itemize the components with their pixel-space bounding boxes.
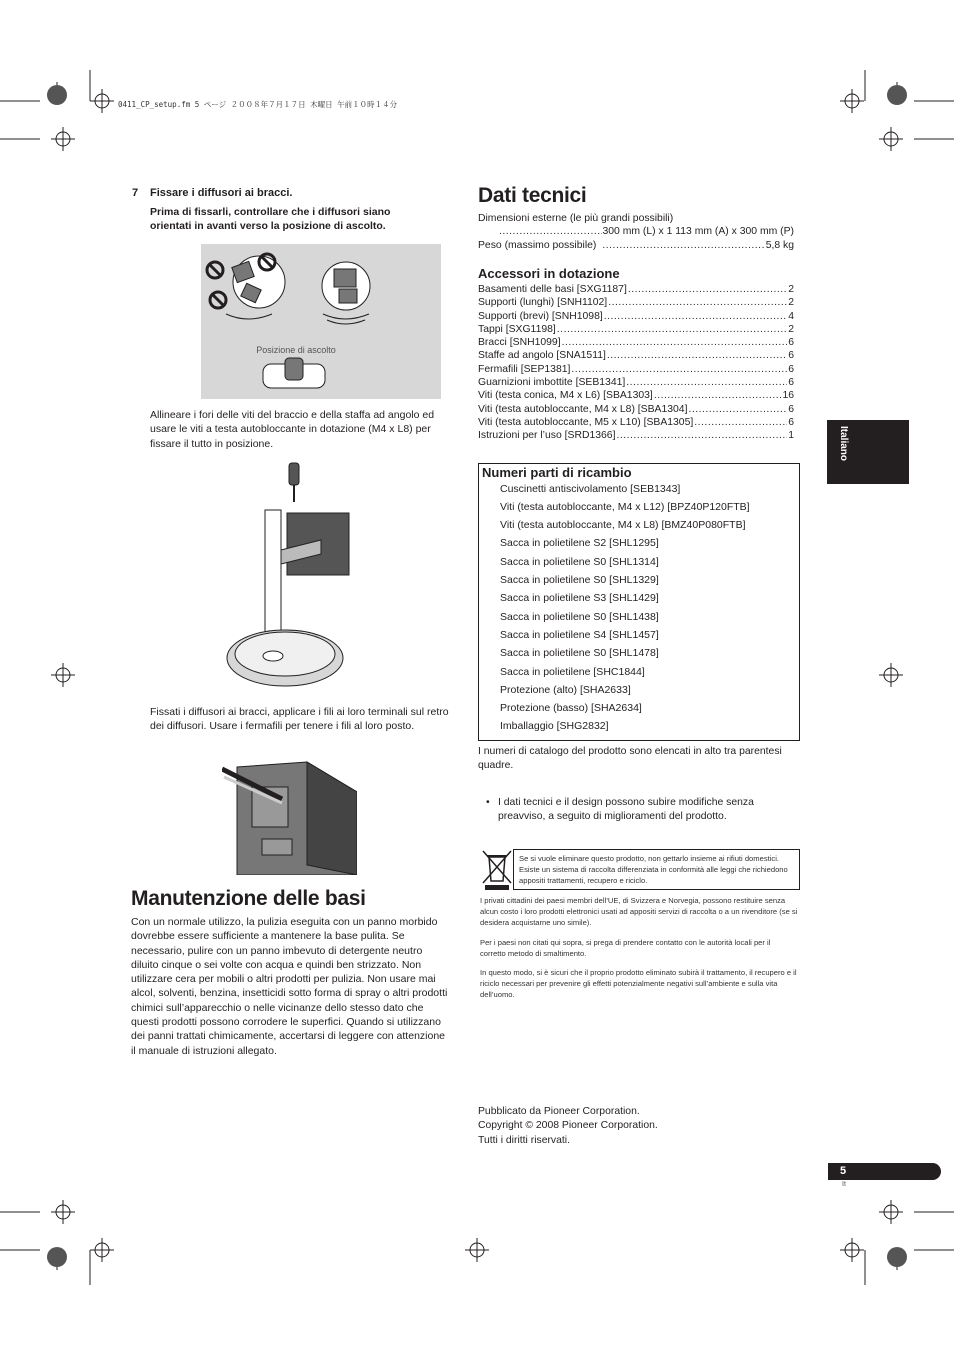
spare-parts-box [478, 463, 800, 741]
spare-part-item: Imballaggio [SHG2832] [500, 720, 609, 732]
spare-part-item: Sacca in polietilene S0 [SHL1314] [500, 556, 659, 568]
accessory-row [478, 416, 794, 429]
accessory-qty: 6 [788, 363, 794, 375]
accessory-label: Fermafili [SEP1381] [478, 363, 571, 375]
spare-part-item: Sacca in polietilene S0 [SHL1438] [500, 611, 659, 623]
accessory-label: Bracci [SNH1099] [478, 337, 561, 349]
speaker-terminal-illustration [222, 757, 357, 875]
page-number-badge [828, 1163, 941, 1180]
accessory-row [478, 429, 794, 442]
accessory-qty: 6 [788, 337, 794, 349]
spare-part-item: Cuscinetti antiscivolamento [SEB1343] [500, 483, 681, 495]
accessory-qty: 4 [788, 310, 794, 322]
spare-part-item: Protezione (basso) [SHA2634] [500, 702, 642, 714]
spare-part-item: Sacca in polietilene S0 [SHL1329] [500, 574, 659, 586]
figure-caption: Posizione di ascolto [256, 345, 336, 355]
weight-row [478, 239, 794, 252]
crossed-bin-icon [481, 847, 513, 891]
accessory-row [478, 310, 794, 323]
accessory-row [478, 363, 794, 376]
specs-heading: Dati tecnici [478, 184, 587, 207]
accessory-label: Guarnizioni imbottite [SEB1341] [478, 377, 626, 389]
dimensions-label: Dimensioni esterne (le più grandi possibili) [478, 213, 674, 224]
weee-paragraph: In questo modo, si è sicuri che il proprio prodotto eliminato subirà il trattamento, il recupero e il riciclo necessari per prevenire gli effetti potenzialmente negativi sull’ambiente e sulla vita dell’uomo. [480, 968, 797, 999]
dimensions-value: 300 mm (L) x 1 113 mm (A) x 300 mm (P) [602, 226, 794, 238]
paragraph-wires: Fissati i diffusori ai bracci, applicare i fili ai loro terminali sul retro dei diffusori. Usare i fermafili per tenere i fili al loro posto. [150, 706, 449, 733]
spare-part-item: Viti (testa autobloccante, M4 x L8) [BMZ40P080FTB] [500, 519, 746, 531]
weee-paragraph: Per i paesi non citati qui sopra, si prega di prendere contatto con le autorità locali per il corretto metodo di smaltimento. [480, 938, 771, 958]
publisher-block [478, 1105, 778, 1148]
accessory-label: Staffe ad angolo [SNA1511] [478, 350, 606, 362]
accessory-qty: 6 [788, 350, 794, 362]
listening-position-figure [201, 244, 441, 399]
spare-part-item: Sacca in polietilene [SHC1844] [500, 666, 645, 678]
accessory-label: Viti (testa autobloccante, M4 x L8) [SBA1304] [478, 403, 688, 415]
spare-part-item: Sacca in polietilene S2 [SHL1295] [500, 537, 659, 549]
spare-part-item: Sacca in polietilene S0 [SHL1478] [500, 647, 659, 659]
catalog-note: I numeri di catalogo del prodotto sono elencati in alto tra parentesi quadre. [478, 746, 782, 772]
accessory-label: Supporti (brevi) [SNH1098] [478, 310, 603, 322]
rights-line: Tutti i diritti riservati. [478, 1134, 570, 1146]
speaker-orientation-illustration [201, 244, 441, 399]
accessory-qty: 6 [788, 403, 794, 415]
step-heading [132, 187, 292, 199]
accessory-label: Viti (testa conica, M4 x L6) [SBA1303] [478, 390, 653, 402]
language-tab [827, 420, 909, 484]
publisher-line: Pubblicato da Pioneer Corporation. [478, 1106, 640, 1117]
step-title: Fissare i diffusori ai bracci. [150, 187, 293, 199]
paragraph-align-holes: Allineare i fori delle viti del braccio e della staffa ad angolo ed usare le viti a testa autobloccante in dotazione (M4 x L8) per fissare il tutto in posizione. [150, 409, 435, 450]
stand-assembly-illustration [225, 458, 355, 696]
accessory-qty: 2 [788, 284, 794, 295]
accessory-label: Basamenti delle basi [SXG1187] [478, 284, 627, 295]
accessory-row [478, 403, 794, 416]
accessory-qty: 6 [788, 416, 794, 428]
weee-notice [478, 846, 798, 888]
weight-label: Peso (massimo possibile) [478, 239, 597, 251]
file-header: 0411_CP_setup.fm 5 ページ ２００８年７月１７日 木曜日 午前１０時１４分 [118, 100, 398, 109]
accessory-row [478, 349, 794, 362]
accessory-qty: 2 [788, 323, 794, 335]
bullet-text: I dati tecnici e il design possono subire modifiche senza preavviso, a seguito di miglioramenti del prodotto. [498, 797, 754, 823]
bullet-dot: • [486, 797, 490, 808]
spec-bullet [486, 796, 786, 825]
accessory-row [478, 376, 794, 389]
accessory-qty: 6 [788, 377, 794, 389]
step-subtitle: Prima di fissarli, controllare che i diffusori siano orientati in avanti verso la posizione di ascolto. [150, 206, 391, 232]
accessory-row [478, 336, 794, 349]
page-language-code: It [842, 1181, 846, 1188]
weight-value: 5,8 kg [765, 239, 794, 251]
accessory-row [478, 389, 794, 402]
accessory-label: Supporti (lunghi) [SNH1102] [478, 297, 608, 309]
spare-part-item: Viti (testa autobloccante, M4 x L12) [BPZ40P120FTB] [500, 501, 750, 513]
accessory-qty: 16 [782, 390, 794, 402]
page-number: 5 [840, 1165, 847, 1177]
language-tab-label: Italiano [838, 426, 849, 462]
spare-part-item: Protezione (alto) [SHA2633] [500, 684, 631, 696]
accessory-label: Viti (testa autobloccante, M5 x L10) [SBA1305] [478, 416, 694, 428]
weee-box [513, 849, 800, 890]
accessory-row [478, 296, 794, 309]
accessory-label: Tappi [SXG1198] [478, 323, 556, 335]
copyright-line: Copyright © 2008 Pioneer Corporation. [478, 1120, 658, 1132]
accessories-heading: Accessori in dotazione [478, 266, 620, 281]
spare-part-item: Sacca in polietilene S4 [SHL1457] [500, 629, 659, 641]
spare-parts-heading: Numeri parti di ricambio [482, 465, 632, 480]
accessory-qty: 2 [788, 297, 794, 309]
dimensions-row [478, 225, 794, 238]
spare-part-item: Sacca in polietilene S3 [SHL1429] [500, 592, 659, 604]
accessory-qty: 1 [788, 430, 794, 442]
accessory-label: Istruzioni per l’uso [SRD1366] [478, 430, 616, 442]
weee-paragraph: I privati cittadini dei paesi membri dell’UE, di Svizzera e Norvegia, possono restituire senza alcun costo i loro prodotti elettronici usati ad appositi servizi di raccolta o a un rivenditore (se si desidera acquistarne uno simile). [480, 896, 798, 927]
accessory-row [478, 323, 794, 336]
accessories-list [478, 283, 794, 443]
maintenance-heading: Manutenzione delle basi [131, 887, 366, 910]
weee-box-text: Se si vuole eliminare questo prodotto, non gettarlo insieme ai rifiuti domestici. Esiste un sistema di raccolta differenziata in conformità alle leggi che richiedono appositi trattamenti, recupero e riciclo. [519, 854, 788, 885]
step-number: 7 [132, 187, 139, 199]
accessory-row [478, 283, 794, 296]
dimensions-spec [478, 212, 794, 252]
maintenance-text: Con un normale utilizzo, la pulizia eseguita con un panno morbido dovrebbe essere sufficiente a mantenere la base pulita. Se necessario, pulire con un panno imbevuto di detergente neutro diluito cinque o sei volte con acqua e quindi ben strizzato. Non utilizzare cera per mobili o altri prodotti per pulizia. Non usare mai alcol, solventi, benzina, insetticidi sotto forma di spray o altri prodotti chimici sull’apparecchio o nelle vicinanze dello stesso dato che questi prodotti possono corrodere le superfici. Quando si utilizzano dei panni trattati chimicamente, accertarsi di leggere con attenzione il manuale di istruzioni allegato. [131, 916, 448, 1057]
